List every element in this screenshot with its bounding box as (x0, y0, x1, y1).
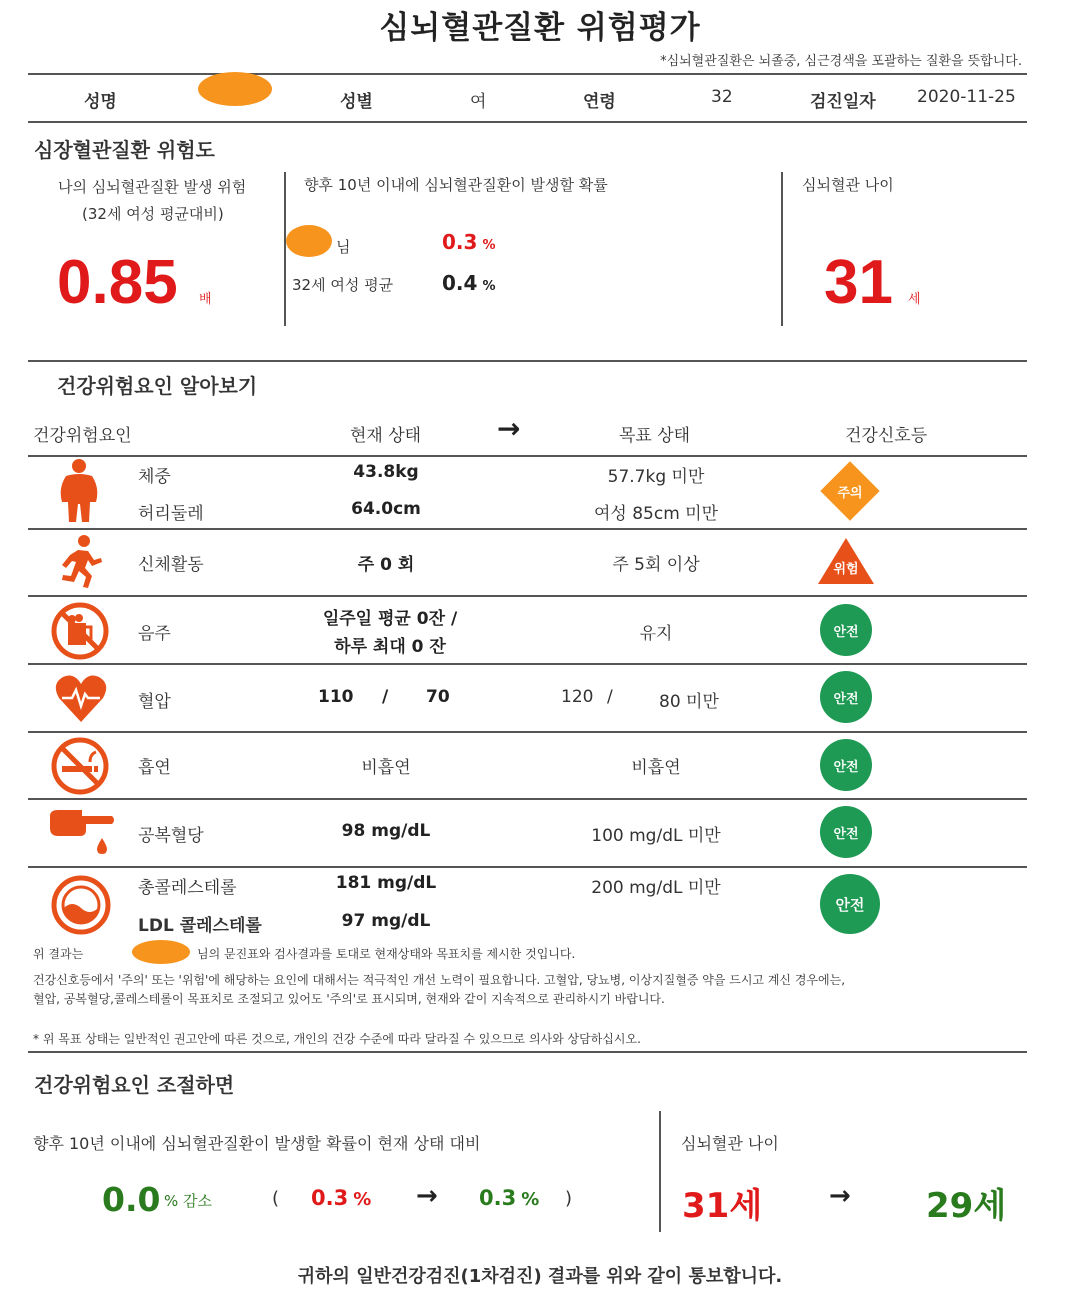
cholesterol-target: 200 mg/dL 미만 (591, 878, 721, 898)
note-line-1-suffix: 님의 문진표와 검사결과를 토대로 현재상태와 목표치를 제시한 것입니다. (197, 947, 576, 961)
col-arrow: → (497, 412, 521, 445)
col-signal-header: 건강신호등 (845, 426, 928, 446)
smoking-current: 비흡연 (361, 758, 411, 778)
heart-pulse-icon (54, 672, 108, 724)
divider (28, 731, 1027, 733)
factor-bp-label: 혈압 (138, 692, 171, 712)
exam-date-value: 2020-11-25 (917, 87, 1016, 107)
signal-safe: 안전 (820, 671, 872, 723)
my-probability-value: 0.3 (442, 230, 478, 254)
divider (28, 528, 1027, 530)
column-divider (659, 1111, 661, 1232)
factor-ldl-label: LDL 콜레스테롤 (138, 916, 262, 936)
age-before: 31세 (682, 1186, 763, 1226)
activity-target: 주 5회 이상 (612, 555, 700, 575)
note-line-3: 혈압, 공복혈당,콜레스테롤이 목표치로 조절되고 있어도 '주의'로 표시되며, 현재와 같이 지속적으로 관리하시기 바랍니다. (33, 992, 665, 1006)
prob-before-unit: % (353, 1189, 372, 1210)
weight-target: 57.7kg 미만 (607, 467, 705, 487)
no-smoking-icon (50, 736, 110, 796)
factor-cholesterol-label: 총콜레스테롤 (138, 878, 237, 898)
signal-safe: 안전 (820, 874, 880, 934)
reduction-value: 0.0 (102, 1180, 161, 1219)
column-divider (781, 172, 783, 326)
age-value: 32 (711, 87, 733, 107)
average-probability (442, 271, 496, 295)
average-probability-value: 0.4 (442, 271, 478, 295)
body-icon (54, 458, 104, 524)
bp-target-separator: / (607, 687, 613, 707)
note-line-2: 건강신호등에서 '주의' 또는 '위험'에 해당하는 요인에 대해서는 적극적인 개선 노력이 필요합니다. 고혈압, 당뇨병, 이상지질혈증 약을 드시고 계신 경우에는, (33, 973, 846, 987)
average-probability-unit: % (482, 279, 496, 294)
page-title: 심뇌혈관질환 위험평가 (379, 10, 701, 46)
column-divider (284, 172, 286, 326)
relative-risk-unit: 배 (199, 292, 212, 307)
no-drinking-icon (50, 601, 110, 661)
paren-close: ) (565, 1188, 573, 1209)
adjust-section-title: 건강위험요인 조절하면 (34, 1073, 235, 1097)
reduction-unit: % 감소 (164, 1192, 213, 1210)
weight-current: 43.8kg (353, 462, 419, 482)
factor-drinking-label: 음주 (138, 624, 171, 644)
prob-before (311, 1186, 371, 1210)
factor-waist-label: 허리둘레 (138, 504, 204, 524)
bp-target-systolic: 120 (561, 687, 594, 707)
redacted-name (132, 940, 190, 964)
col-factor-header: 건강위험요인 (33, 426, 132, 446)
average-label: 32세 여성 평균 (292, 276, 394, 294)
ldl-current: 97 mg/dL (341, 911, 431, 931)
name-label: 성명 (84, 92, 117, 112)
exam-date-label: 검진일자 (810, 92, 876, 112)
factors-section-title: 건강위험요인 알아보기 (57, 374, 258, 398)
me-suffix: 님 (336, 238, 351, 256)
age-after: 29세 (926, 1186, 1007, 1226)
factor-weight-label: 체중 (138, 467, 171, 487)
divider (28, 360, 1027, 362)
redacted-name (286, 225, 332, 257)
drinking-current-daily: 하루 최대 0 잔 (334, 637, 446, 657)
vascular-age-unit: 세 (908, 292, 921, 307)
divider (28, 866, 1027, 868)
prob-after-value: 0.3 (479, 1186, 517, 1210)
sex-label: 성별 (340, 92, 373, 112)
note-line-1-prefix: 위 결과는 (33, 947, 84, 961)
sex-value: 여 (470, 92, 487, 112)
bp-current-separator: / (382, 687, 389, 707)
relative-risk-value: 0.85 (57, 248, 178, 317)
ten-year-prob-label: 향후 10년 이내에 심뇌혈관질환이 발생할 확률 (304, 176, 608, 194)
factor-activity-label: 신체활동 (138, 555, 204, 575)
age-arrow: → (829, 1181, 851, 1211)
bp-current-diastolic: 70 (426, 687, 450, 707)
prob-before-value: 0.3 (311, 1186, 349, 1210)
prob-after (479, 1186, 539, 1210)
redacted-name (198, 72, 272, 106)
drinking-target: 유지 (639, 624, 673, 644)
signal-caution: 주의 (820, 461, 880, 521)
bp-target-diastolic: 80 미만 (659, 692, 719, 712)
divider (28, 455, 1027, 457)
drinking-current-weekly: 일주일 평균 0잔 / (322, 609, 458, 629)
factor-glucose-label: 공복혈당 (138, 826, 204, 846)
glucose-current: 98 mg/dL (341, 821, 431, 841)
relative-risk-label: 나의 심뇌혈관질환 발생 위험 (58, 178, 247, 196)
divider (28, 73, 1027, 75)
paren-open: ( (272, 1188, 280, 1209)
vascular-age-label: 심뇌혈관 나이 (802, 176, 894, 194)
vessel-icon (50, 874, 112, 936)
signal-safe: 안전 (820, 604, 872, 656)
header-note: *심뇌혈관질환은 뇌졸중, 심근경색을 포괄하는 질환을 뜻합니다. (660, 54, 1022, 69)
adjust-prob-label: 향후 10년 이내에 심뇌혈관질환이 발생할 확률이 현재 상태 대비 (33, 1134, 481, 1153)
prob-arrow: → (416, 1181, 438, 1211)
running-icon (54, 534, 106, 590)
signal-safe: 안전 (820, 806, 872, 858)
vascular-age-value: 31 (824, 248, 893, 317)
divider (28, 595, 1027, 597)
divider (28, 798, 1027, 800)
divider (28, 663, 1027, 665)
divider (28, 121, 1027, 123)
my-probability-unit: % (482, 238, 496, 253)
factor-smoking-label: 흡연 (138, 758, 171, 778)
cholesterol-current: 181 mg/dL (335, 873, 437, 893)
col-current-header: 현재 상태 (350, 426, 422, 446)
signal-danger: 위험 (816, 536, 876, 586)
waist-target: 여성 85cm 미만 (593, 504, 719, 524)
relative-risk-sublabel: (32세 여성 평균대비) (82, 205, 224, 223)
age-label: 연령 (583, 92, 616, 112)
signal-safe: 안전 (820, 739, 872, 791)
divider (28, 1051, 1027, 1053)
footer-notice: 귀하의 일반건강검진(1차검진) 결과를 위와 같이 통보합니다. (297, 1266, 783, 1287)
glucose-target: 100 mg/dL 미만 (591, 826, 721, 846)
blood-drop-icon (46, 808, 116, 856)
waist-current: 64.0cm (351, 499, 421, 519)
adjust-age-label: 심뇌혈관 나이 (681, 1134, 779, 1153)
note-line-4: * 위 목표 상태는 일반적인 권고안에 따른 것으로, 개인의 건강 수준에 따라 달라질 수 있으므로 의사와 상담하십시오. (33, 1032, 641, 1046)
prob-after-unit: % (521, 1189, 540, 1210)
bp-current-systolic: 110 (318, 687, 354, 707)
activity-current: 주 0 회 (357, 555, 415, 575)
smoking-target: 비흡연 (631, 758, 681, 778)
my-probability (442, 230, 496, 254)
risk-section-title: 심장혈관질환 위험도 (34, 138, 215, 162)
col-target-header: 목표 상태 (619, 426, 691, 446)
